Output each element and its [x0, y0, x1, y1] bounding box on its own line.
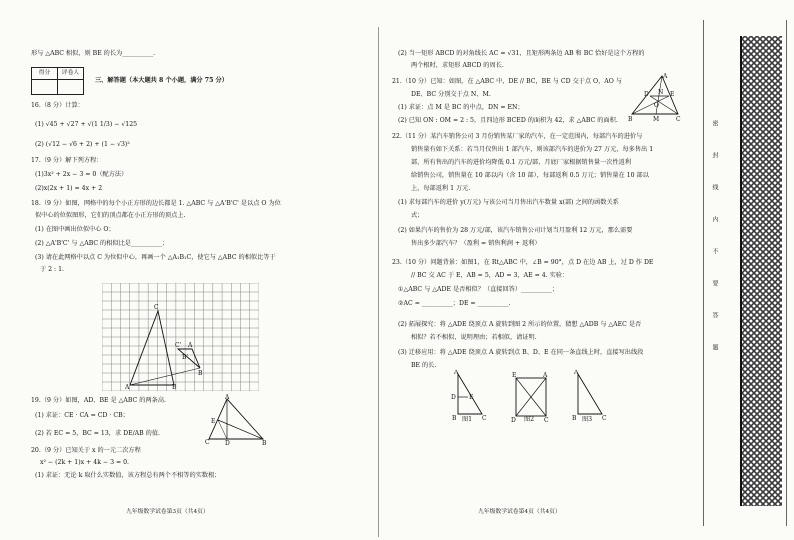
q23-part2: ②AC = __________；DE = __________.	[398, 300, 511, 307]
q22-line2: 销售量有如下关系：若当月仅售出 1 部汽车，则该部汽车的进价为 27 万元，每多售出 1	[411, 146, 654, 153]
svg-text:B: B	[628, 116, 633, 122]
svg-text:M: M	[653, 116, 660, 122]
svg-text:B': B'	[182, 354, 189, 361]
binding-warning-text	[710, 120, 720, 376]
q18-line1: 18.（9 分）如图，网格中的每个小正方形的边长都是 1. △ABC 与 △A'B'C' 是以点 O 为位	[31, 200, 281, 207]
svg-text:C: C	[602, 415, 607, 422]
q18-part2: (2) △A'B'C' 与 △ABC 的相似比是__________；	[35, 240, 169, 247]
q22-part1a: (1) 求每部汽车的进价 y(万元) 与该公司当月售出汽车数量 x(部) 之间的函数关系	[398, 199, 619, 206]
q15-tail: 形与 △ABC 相似，则 BE 的长为__________.	[31, 50, 156, 57]
svg-text:E: E	[670, 91, 675, 98]
binding-char: 答	[711, 312, 718, 318]
svg-text:D: D	[644, 91, 649, 98]
section-three-heading: 三、解答题（本大题共 8 个小题，满分 75 分）	[95, 77, 228, 84]
svg-text:C: C	[676, 116, 681, 122]
svg-text:B: B	[452, 415, 457, 422]
svg-text:C: C	[544, 417, 549, 424]
svg-text:E: E	[469, 394, 474, 401]
grid-svg	[102, 283, 259, 391]
q22-part1b: 式；	[411, 212, 424, 219]
svg-text:A: A	[663, 73, 668, 80]
q19-triangle-figure	[205, 393, 267, 448]
svg-text:A: A	[574, 370, 579, 376]
q20-part1: (1) 求证：无论 k 取什么实数值，该方程总有两个不相等的实数根；	[35, 472, 221, 479]
fig3-caption: 图3	[582, 416, 593, 423]
left-footer: 九年级数学试卷第3页（共4页）	[126, 509, 209, 515]
binding-char: 不	[711, 248, 718, 254]
q18-line2: 似中心的位似图形，它们的顶点都在小正方形的顶点上.	[35, 212, 186, 219]
q19-part1: (1) 求证：CE · CA = CD · CB；	[35, 412, 129, 419]
right-footer: 九年级数学试卷第4页（共4页）	[478, 509, 561, 515]
svg-text:B: B	[572, 415, 577, 422]
q21-line2: DE、BC 分别交于点 N、M.	[411, 91, 491, 98]
q19-heading: 19.（9 分）如图，AD、BE 是 △ABC 的两条高.	[31, 397, 166, 404]
right-page	[392, 0, 692, 540]
q18-grid-figure	[102, 283, 259, 391]
q23-figure-1	[448, 370, 488, 433]
svg-text:O: O	[654, 102, 659, 109]
left-page	[0, 0, 390, 540]
binding-char: 封	[711, 152, 718, 158]
q22-part2a: (2) 如果汽车的售价为 28 万元/部，该汽车销售公司计划当月盈利 12 万元，那么需要	[398, 227, 633, 234]
svg-text:A: A	[454, 370, 459, 376]
grader-cell	[58, 80, 84, 95]
q22-line1: 22.（11 分）某汽车销售公司 3 月份销售某厂家的汽车，在一定范围内，每部汽车的进价与	[392, 133, 643, 140]
q21-line1: 21.（10 分）已知：如图，在 △ABC 中，DE // BC，BE 与 CD 交于点 O，AO 与	[392, 78, 622, 85]
binding-char: 线	[711, 184, 718, 190]
q20-equation: x² − (2k + 1)x + 4k − 3 = 0.	[40, 459, 130, 466]
svg-text:A: A	[543, 372, 548, 379]
q23-part3b: 相似？若不相似，说明理由；若相似，请证明.	[411, 334, 537, 341]
svg-text:D: D	[511, 417, 516, 424]
q22-line4: 给销售公司，销售量在 10 部以内（含 10 部），每部返利 0.5 万元；销售量在 10 部以	[411, 172, 649, 179]
q23-figure-3	[568, 370, 608, 433]
q23-line1: 23.（10 分）问题背景：如图1，在 Rt△ABC 中，∠B = 90°，点 D 在边 AB 上，过 D 作 DE	[392, 259, 654, 266]
q21-triangle-figure	[628, 72, 682, 125]
q22-line5: 上，每部返利 1 万元.	[411, 185, 471, 192]
svg-text:N: N	[658, 89, 664, 96]
fig2-caption: 图2	[524, 416, 535, 423]
binding-char: 密	[711, 120, 718, 126]
fig1-caption: 图1	[462, 416, 473, 423]
grader-label: 评卷人	[58, 68, 84, 80]
q17-part2: (2)x(2x + 1) = 4x + 2	[35, 185, 103, 192]
svg-text:B: B	[198, 370, 203, 377]
q20-heading: 20.（9 分）已知关于 x 的一元二次方程	[31, 447, 141, 454]
q19-part2: (2) 若 EC = 5，BC = 13，求 DE/AB 的值.	[35, 430, 160, 437]
q18-part3a: (3) 请在此网格中以点 C 为位似中心，再画一个 △A₁B₁C，使它与 △ABC 的相似比等于	[35, 254, 276, 261]
svg-text:C: C	[482, 415, 487, 422]
score-label: 得分	[32, 68, 58, 80]
q17-heading: 17.（9 分）解下列方程：	[31, 157, 103, 164]
security-pattern	[740, 36, 782, 506]
q20-part2b: 两个根时，求矩形 ABCD 的周长.	[411, 62, 504, 69]
svg-text:C: C	[205, 439, 210, 445]
q17-part1: (1)3x² + 2x − 3 = 0（配方法）	[35, 171, 128, 178]
svg-text:D: D	[451, 394, 456, 401]
q22-line3: 部，所有售出的汽车的进价均降低 0.1 万元/部，月底厂家根据销售量一次性返利	[411, 159, 632, 166]
q21-part1: (1) 求证：点 M 是 BC 的中点，DN = EN；	[398, 104, 524, 111]
triangle-abc-large	[130, 311, 174, 385]
q23-part1: ①△ABC 与 △ADE 是否相似？（直接回答）__________；	[398, 286, 559, 293]
binding-char: 题	[711, 344, 718, 350]
q18-part3b: 于 2 : 1.	[40, 266, 65, 273]
q16-part1: (1) √45 + √27 + √(1 1/3) − √125	[35, 121, 138, 128]
q16-heading: 16.（8 分）计算：	[31, 102, 84, 109]
svg-text:C: C	[154, 304, 159, 311]
q22-part2b: 售出多少部汽车？（盈利 = 销售利润 + 返利）	[411, 240, 541, 247]
svg-text:A: A	[125, 384, 130, 391]
q16-part2: (2) (√12 − √6 + 2) + (1 − √3)²	[35, 141, 130, 148]
svg-text:D: D	[225, 440, 230, 445]
score-table	[31, 67, 84, 95]
binding-char: 要	[711, 280, 718, 286]
binding-char: 内	[711, 216, 718, 222]
q23-figure-2	[510, 372, 552, 433]
svg-text:B: B	[262, 440, 267, 445]
q21-part2: (2) 已知 ON : OM = 2 : 5，且四边形 BCED 的面积为 42，求 △ABC 的面积.	[398, 117, 618, 124]
svg-text:A: A	[225, 394, 230, 401]
q23-part4b: BE 的长.	[411, 362, 437, 369]
svg-text:E: E	[512, 372, 517, 379]
svg-text:B: B	[172, 384, 177, 391]
score-cell	[32, 80, 58, 95]
svg-text:E: E	[211, 418, 216, 425]
q23-part3a: (2) 拓展探究：将 △ADE 绕顶点 A 旋转到图 2 所示的位置，猜想 △ADB 与 △AEC 是否	[398, 321, 642, 328]
svg-text:C': C'	[175, 342, 182, 349]
q23-line2: // BC 交 AC 于 E，AB = 5，AD = 3，AE = 4. 实验：	[411, 272, 569, 279]
svg-text:A: A	[188, 342, 193, 349]
q18-part1: (1) 在图中画出位似中心 O；	[35, 226, 115, 233]
q23-part4a: (3) 迁移应用：将 △ADE 绕顶点 A 旋转到点 B、D、E 在同一条直线上时，直接写出线段	[398, 349, 644, 356]
q20-part2a: (2) 当一矩形 ABCD 的对角线长 AC = √31，且矩形两条边 AB 和 BC 恰好是这个方程的	[398, 50, 645, 57]
